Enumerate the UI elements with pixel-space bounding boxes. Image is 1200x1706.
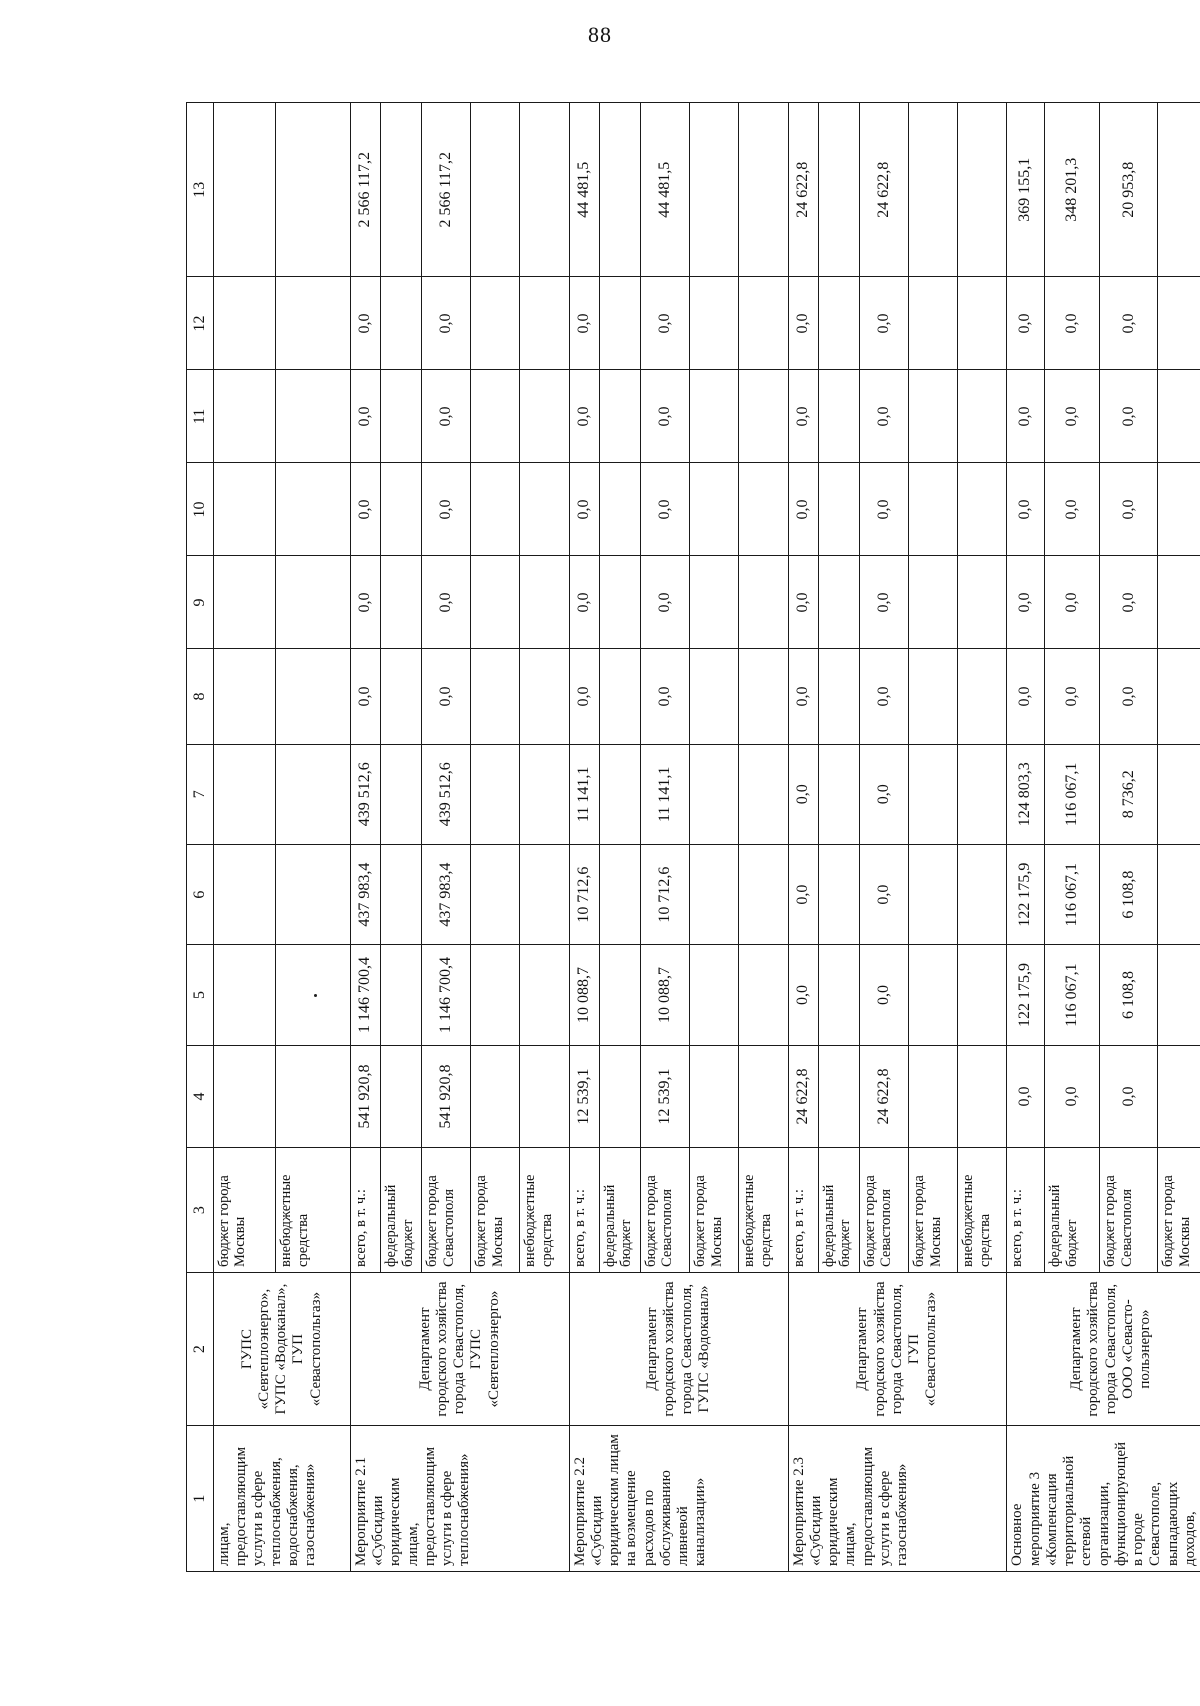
value-cell: 6 108,8	[1100, 844, 1158, 944]
value-cell: 12 539,1	[640, 1045, 689, 1148]
value-cell: 116 067,1	[1044, 744, 1099, 844]
value-cell: 0,0	[1044, 556, 1099, 649]
value-cell: 10 088,7	[569, 945, 599, 1045]
value-cell: 6 108,8	[1100, 945, 1158, 1045]
event-name-cell: Основное мероприятие 3 «Компенсация территориальной сетевой организации, функционирующей в городе Севастополе, выпадающих доходов,	[1007, 1426, 1200, 1572]
value-cell	[275, 103, 350, 277]
header-cell: 3	[187, 1148, 214, 1273]
value-cell: 10 712,6	[640, 844, 689, 944]
value-cell	[690, 370, 739, 463]
value-cell: 122 175,9	[1007, 945, 1045, 1045]
value-cell: 1 146 700,4	[421, 945, 470, 1045]
value-cell: 0,0	[421, 277, 470, 370]
funding-source-cell: всего, в т. ч.:	[350, 1148, 380, 1273]
value-cell: 541 920,8	[350, 1045, 380, 1148]
value-cell	[958, 370, 1007, 463]
header-cell: 4	[187, 1045, 214, 1148]
value-cell	[818, 649, 859, 744]
rotated-table-container	[186, 102, 1200, 1572]
value-cell: 1 146 700,4	[350, 945, 380, 1045]
value-cell	[1158, 103, 1200, 277]
value-cell	[818, 945, 859, 1045]
value-cell: 0,0	[859, 649, 908, 744]
value-cell	[739, 370, 788, 463]
value-cell: 0,0	[859, 556, 908, 649]
value-cell: 348 201,3	[1044, 103, 1099, 277]
value-cell	[213, 277, 275, 370]
value-cell: 0,0	[569, 277, 599, 370]
value-cell	[520, 649, 569, 744]
value-cell	[520, 103, 569, 277]
value-cell	[599, 844, 640, 944]
funding-source-cell: бюджет города Москвы	[471, 1148, 520, 1273]
value-cell	[739, 1045, 788, 1148]
funding-source-cell: бюджет города Севастополя	[640, 1148, 689, 1273]
value-cell	[1158, 649, 1200, 744]
value-cell: 2 566 117,2	[350, 103, 380, 277]
value-cell: 11 141,1	[640, 744, 689, 844]
value-cell	[599, 556, 640, 649]
value-cell: 0,0	[421, 556, 470, 649]
value-cell	[958, 744, 1007, 844]
value-cell	[275, 556, 350, 649]
value-cell: 0,0	[350, 556, 380, 649]
value-cell	[471, 103, 520, 277]
value-cell: 8 736,2	[1100, 744, 1158, 844]
value-cell: 0,0	[1100, 370, 1158, 463]
table-row	[1007, 103, 1045, 1572]
value-cell: 437 983,4	[421, 844, 470, 944]
event-name-cell: лицам, предоставляющим услуги в сфере теплоснабжения, водоснабжения, газоснабжения»	[213, 1426, 350, 1572]
value-cell	[739, 463, 788, 556]
value-cell: 0,0	[859, 370, 908, 463]
value-cell	[520, 370, 569, 463]
table-row	[350, 103, 380, 1572]
header-cell: 1	[187, 1426, 214, 1572]
value-cell: 0,0	[1007, 649, 1045, 744]
value-cell: 44 481,5	[640, 103, 689, 277]
value-cell	[213, 463, 275, 556]
value-cell	[1158, 370, 1200, 463]
value-cell	[599, 945, 640, 1045]
value-cell	[520, 556, 569, 649]
responsible-org-cell: Департамент городского хозяйства города Севастополя, ГУПС «Севтеплоэнерго»	[350, 1272, 569, 1425]
value-cell: 0,0	[859, 463, 908, 556]
funding-source-cell: бюджет города Москвы	[690, 1148, 739, 1273]
value-cell	[818, 744, 859, 844]
value-cell: 10 712,6	[569, 844, 599, 944]
header-cell: 11	[187, 370, 214, 463]
funding-source-cell: всего, в т. ч.:	[788, 1148, 818, 1273]
value-cell	[599, 370, 640, 463]
table-body	[187, 103, 1200, 1572]
value-cell	[908, 370, 957, 463]
responsible-org-cell: ГУПС «Севтеплоэнерго», ГУПС «Водоканал», ГУП «Севастопольгаз»	[213, 1272, 350, 1425]
value-cell	[739, 649, 788, 744]
funding-source-cell: внебюджетные средства	[275, 1148, 350, 1273]
value-cell: 0,0	[1007, 277, 1045, 370]
value-cell	[599, 744, 640, 844]
budget-table	[186, 102, 1200, 1572]
value-cell: 541 920,8	[421, 1045, 470, 1148]
value-cell	[380, 649, 421, 744]
value-cell: 0,0	[350, 370, 380, 463]
value-cell: 116 067,1	[1044, 945, 1099, 1045]
table-row	[788, 103, 818, 1572]
value-cell: 24 622,8	[788, 103, 818, 277]
value-cell	[380, 844, 421, 944]
header-cell: 2	[187, 1272, 214, 1425]
funding-source-cell: федеральный бюджет	[1044, 1148, 1099, 1273]
value-cell	[908, 1045, 957, 1148]
value-cell	[818, 1045, 859, 1148]
value-cell	[213, 1045, 275, 1148]
funding-source-cell: бюджет города Севастополя	[421, 1148, 470, 1273]
funding-source-cell: бюджет города Москвы	[1158, 1148, 1200, 1273]
value-cell: 0,0	[788, 370, 818, 463]
value-cell	[380, 1045, 421, 1148]
value-cell: 10 088,7	[640, 945, 689, 1045]
value-cell	[908, 277, 957, 370]
value-cell	[471, 945, 520, 1045]
funding-source-cell: федеральный бюджет	[818, 1148, 859, 1273]
value-cell: 0,0	[859, 844, 908, 944]
value-cell	[1158, 1045, 1200, 1148]
value-cell	[520, 844, 569, 944]
value-cell	[908, 844, 957, 944]
value-cell	[275, 1045, 350, 1148]
event-name-cell: Мероприятие 2.2 «Субсидии юридическим лицам на возмещение расходов по обслуживанию ливневой канализации»	[569, 1426, 788, 1572]
value-cell	[275, 649, 350, 744]
value-cell: 0,0	[1007, 556, 1045, 649]
value-cell: 0,0	[1007, 370, 1045, 463]
value-cell	[213, 844, 275, 944]
value-cell: 0,0	[788, 556, 818, 649]
value-cell	[958, 463, 1007, 556]
table-row	[569, 103, 599, 1572]
funding-source-cell: бюджет города Севастополя	[1100, 1148, 1158, 1273]
funding-source-cell: федеральный бюджет	[599, 1148, 640, 1273]
value-cell	[380, 463, 421, 556]
value-cell	[1158, 556, 1200, 649]
value-cell: 0,0	[350, 649, 380, 744]
value-cell: 0,0	[1007, 1045, 1045, 1148]
value-cell	[1158, 744, 1200, 844]
funding-source-cell: бюджет города Москвы	[908, 1148, 957, 1273]
value-cell: 0,0	[859, 945, 908, 1045]
value-cell	[380, 370, 421, 463]
value-cell: 0,0	[1100, 1045, 1158, 1148]
value-cell	[471, 463, 520, 556]
funding-source-cell: бюджет города Москвы	[213, 1148, 275, 1273]
funding-source-cell: внебюджетные средства	[520, 1148, 569, 1273]
value-cell	[690, 103, 739, 277]
value-cell	[520, 463, 569, 556]
page-number: 88	[588, 22, 612, 47]
value-cell	[690, 463, 739, 556]
header-cell: 13	[187, 103, 214, 277]
value-cell: 24 622,8	[859, 1045, 908, 1148]
value-cell	[275, 463, 350, 556]
value-cell: 0,0	[421, 649, 470, 744]
value-cell: 11 141,1	[569, 744, 599, 844]
value-cell	[908, 556, 957, 649]
value-cell: 0,0	[859, 744, 908, 844]
funding-source-cell: всего, в т. ч.:	[1007, 1148, 1045, 1273]
value-cell	[908, 463, 957, 556]
value-cell	[599, 463, 640, 556]
value-cell: 0,0	[859, 277, 908, 370]
value-cell	[958, 277, 1007, 370]
value-cell: 439 512,6	[421, 744, 470, 844]
value-cell: 0,0	[569, 556, 599, 649]
value-cell	[690, 744, 739, 844]
value-cell	[908, 103, 957, 277]
value-cell: 0,0	[1100, 556, 1158, 649]
value-cell	[275, 370, 350, 463]
value-cell: 0,0	[788, 463, 818, 556]
value-cell: 122 175,9	[1007, 844, 1045, 944]
value-cell: 0,0	[788, 277, 818, 370]
value-cell	[213, 649, 275, 744]
value-cell	[1158, 463, 1200, 556]
value-cell	[958, 556, 1007, 649]
value-cell	[520, 277, 569, 370]
value-cell	[739, 556, 788, 649]
header-cell: 5	[187, 945, 214, 1045]
value-cell: 437 983,4	[350, 844, 380, 944]
value-cell	[818, 277, 859, 370]
funding-source-cell: всего, в т. ч.:	[569, 1148, 599, 1273]
funding-source-cell: внебюджетные средства	[958, 1148, 1007, 1273]
value-cell	[818, 103, 859, 277]
value-cell: 0,0	[640, 649, 689, 744]
value-cell	[275, 277, 350, 370]
value-cell	[471, 556, 520, 649]
value-cell	[599, 103, 640, 277]
value-cell	[213, 370, 275, 463]
value-cell: 0,0	[788, 844, 818, 944]
value-cell	[739, 744, 788, 844]
header-cell: 6	[187, 844, 214, 944]
value-cell: 0,0	[1044, 649, 1099, 744]
value-cell: 116 067,1	[1044, 844, 1099, 944]
value-cell: 0,0	[640, 556, 689, 649]
value-cell	[471, 844, 520, 944]
responsible-org-cell: Департамент городского хозяйства города Севастополя, ООО «Севасто-польэнерго»	[1007, 1272, 1200, 1425]
value-cell: 0,0	[569, 463, 599, 556]
responsible-org-cell: Департамент городского хозяйства города Севастополя, ГУПС «Водоканал»	[569, 1272, 788, 1425]
value-cell: 24 622,8	[788, 1045, 818, 1148]
value-cell	[690, 649, 739, 744]
header-cell: 12	[187, 277, 214, 370]
value-cell	[690, 1045, 739, 1148]
value-cell	[1158, 277, 1200, 370]
value-cell: 439 512,6	[350, 744, 380, 844]
value-cell: 24 622,8	[859, 103, 908, 277]
header-row	[187, 103, 214, 1572]
value-cell: 0,0	[421, 370, 470, 463]
value-cell	[275, 945, 350, 1045]
value-cell	[471, 1045, 520, 1148]
value-cell	[471, 277, 520, 370]
value-cell	[908, 744, 957, 844]
value-cell	[690, 277, 739, 370]
value-cell: 44 481,5	[569, 103, 599, 277]
value-cell	[599, 649, 640, 744]
event-name-cell: Мероприятие 2.3 «Субсидии юридическим лицам, предоставляющим услуги в сфере газоснабжения»	[788, 1426, 1007, 1572]
value-cell	[520, 1045, 569, 1148]
value-cell: 0,0	[640, 277, 689, 370]
value-cell: 369 155,1	[1007, 103, 1045, 277]
value-cell: 0,0	[350, 463, 380, 556]
value-cell	[599, 1045, 640, 1148]
value-cell	[380, 103, 421, 277]
value-cell	[213, 945, 275, 1045]
header-cell: 10	[187, 463, 214, 556]
responsible-org-cell: Департамент городского хозяйства города Севастополя, ГУП «Севастопольгаз»	[788, 1272, 1007, 1425]
header-cell: 8	[187, 649, 214, 744]
value-cell: 0,0	[640, 463, 689, 556]
value-cell: 0,0	[350, 277, 380, 370]
value-cell: 0,0	[788, 744, 818, 844]
value-cell	[1158, 844, 1200, 944]
value-cell: 0,0	[788, 945, 818, 1045]
table-row	[213, 103, 275, 1572]
value-cell	[690, 945, 739, 1045]
value-cell	[818, 370, 859, 463]
value-cell: 0,0	[1044, 370, 1099, 463]
value-cell	[958, 649, 1007, 744]
value-cell: 0,0	[1100, 277, 1158, 370]
event-name-cell: Мероприятие 2.1 «Субсидии юридическим лицам, предоставляющим услуги в сфере теплоснабжения»	[350, 1426, 569, 1572]
value-cell: 0,0	[421, 463, 470, 556]
value-cell: 0,0	[1100, 649, 1158, 744]
value-cell: 0,0	[1100, 463, 1158, 556]
value-cell: 0,0	[1044, 277, 1099, 370]
value-cell	[1158, 945, 1200, 1045]
value-cell: 0,0	[788, 649, 818, 744]
value-cell	[739, 945, 788, 1045]
value-cell: 124 803,3	[1007, 744, 1045, 844]
value-cell	[471, 370, 520, 463]
value-cell	[213, 556, 275, 649]
value-cell	[958, 945, 1007, 1045]
value-cell: 2 566 117,2	[421, 103, 470, 277]
value-cell	[213, 103, 275, 277]
value-cell	[213, 744, 275, 844]
value-cell	[380, 744, 421, 844]
value-cell	[471, 649, 520, 744]
value-cell	[958, 103, 1007, 277]
value-cell	[818, 463, 859, 556]
value-cell	[380, 556, 421, 649]
value-cell	[739, 844, 788, 944]
value-cell	[690, 556, 739, 649]
value-cell	[958, 844, 1007, 944]
value-cell: 12 539,1	[569, 1045, 599, 1148]
value-cell: 0,0	[1007, 463, 1045, 556]
value-cell	[818, 556, 859, 649]
value-cell	[908, 945, 957, 1045]
value-cell: 0,0	[1044, 1045, 1099, 1148]
value-cell	[739, 103, 788, 277]
value-cell	[520, 945, 569, 1045]
value-cell	[275, 844, 350, 944]
funding-source-cell: бюджет города Севастополя	[859, 1148, 908, 1273]
value-cell	[599, 277, 640, 370]
header-cell: 7	[187, 744, 214, 844]
value-cell: 0,0	[569, 370, 599, 463]
value-cell	[739, 277, 788, 370]
funding-source-cell: внебюджетные средства	[739, 1148, 788, 1273]
header-cell: 9	[187, 556, 214, 649]
funding-source-cell: федеральный бюджет	[380, 1148, 421, 1273]
value-cell: 0,0	[1044, 463, 1099, 556]
value-cell: 20 953,8	[1100, 103, 1158, 277]
value-cell	[908, 649, 957, 744]
value-cell	[380, 945, 421, 1045]
value-cell	[690, 844, 739, 944]
value-cell	[818, 844, 859, 944]
stray-dot-mark	[314, 994, 317, 997]
value-cell: 0,0	[640, 370, 689, 463]
value-cell	[958, 1045, 1007, 1148]
value-cell: 0,0	[569, 649, 599, 744]
value-cell	[520, 744, 569, 844]
value-cell	[471, 744, 520, 844]
value-cell	[275, 744, 350, 844]
value-cell	[380, 277, 421, 370]
